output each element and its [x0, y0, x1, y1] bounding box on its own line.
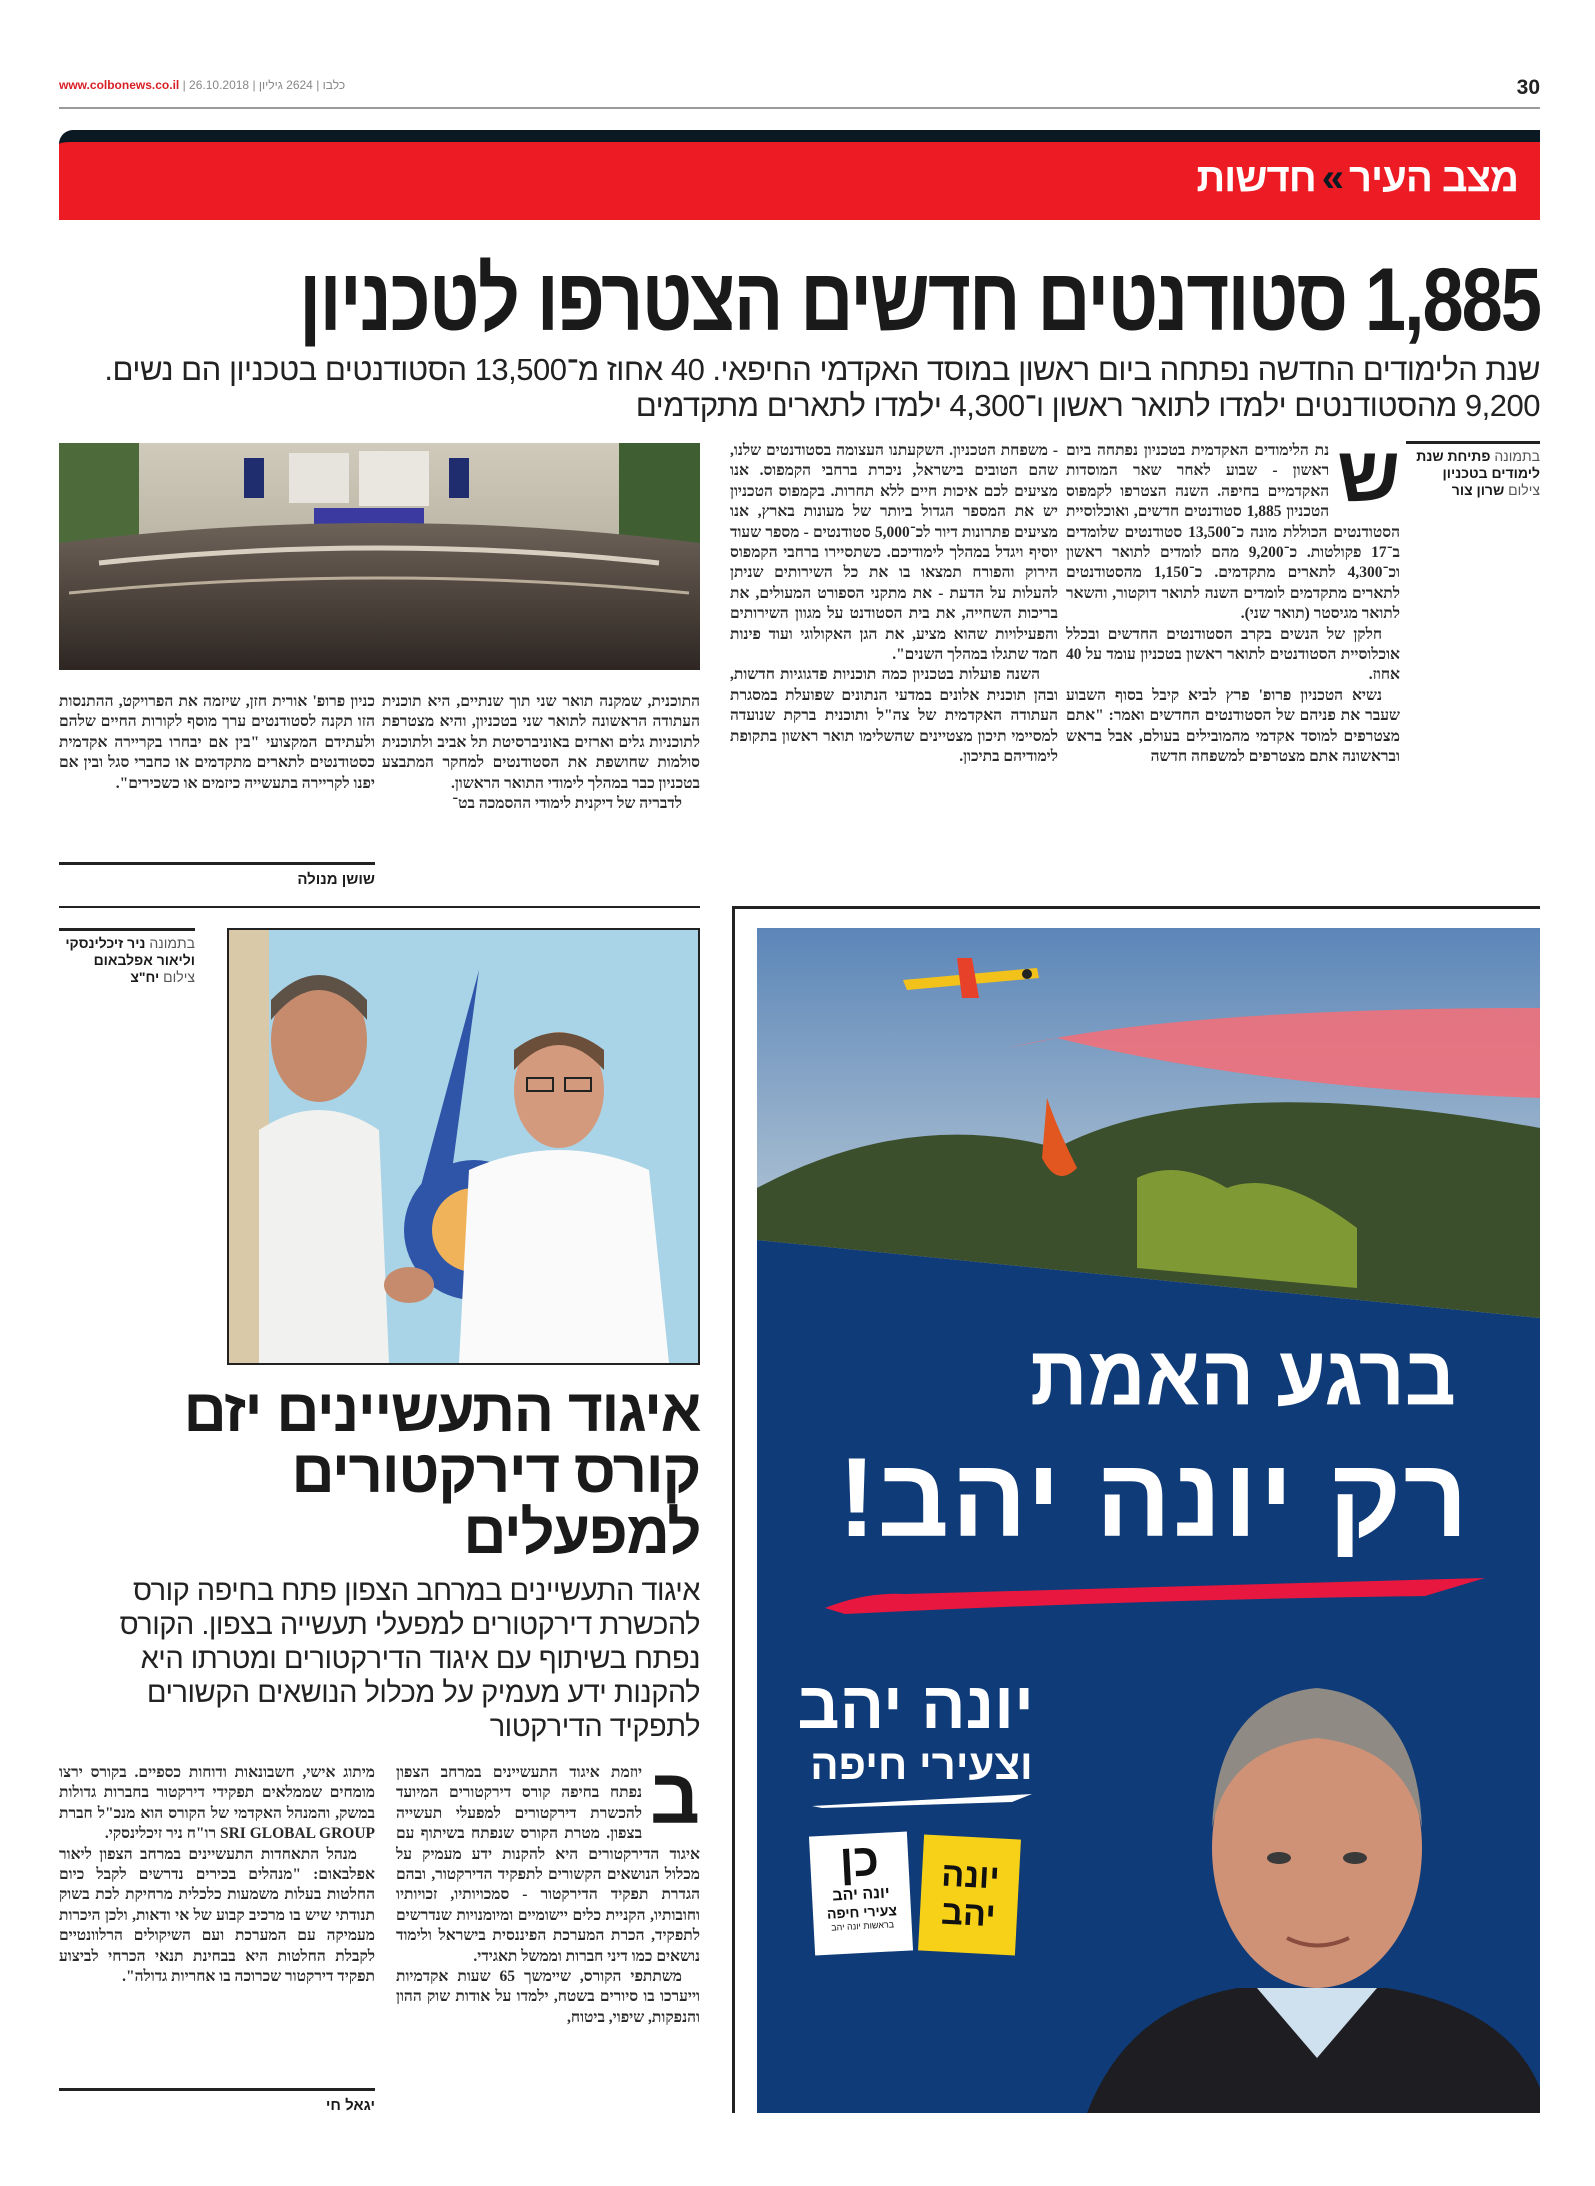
- ballot-sub: צעירי חיפה: [826, 1902, 898, 1922]
- ballot-slip-yellow: [918, 1835, 1021, 1956]
- paragraph: נת הלימודים האקדמית בטכניון נפתחה ביום ראשון - שבוע לאחר שאר המוסדות האקדמיים בחיפה. השנה הצטרפו לקמפוס הטכניון 1,885 סטודנטים חדשים, ואוכלוסיית הסטודנטים הכוללת מונה כ־13,500 סטודנטים שלומדים ב־17 פקולטות. כ־9,200 מהם לומדים לתואר ראשון וכ־4,300 לתארים מתקדמים. כ־1,150 מהסטודנטים לתארים מתקדמים לומדים השנה לתואר דוקטור, והשאר לתואר מגיסטר (תואר שני).: [1066, 442, 1400, 623]
- ad-border-top: [732, 906, 1540, 909]
- ad-slogan-line1: ברגע האמת: [1030, 1328, 1456, 1423]
- article2-byline: יגאל חי: [59, 2088, 375, 2114]
- ad-logo-subtitle: וצעירי חיפה: [810, 1741, 1033, 1788]
- election-advertisement: [757, 928, 1540, 2113]
- paragraph: יוזמת איגוד התעשיינים במרחב הצפון נפתח בחיפה קורס דירקטורים המיועד להכשרת דירקטורים למפעלי תעשייה בצפון. מטרת הקורס שנפתח בשיתוף עם איגוד הדירקטורים היא להקנות ידע מעמיק על מכלול הנושאים הקשורים לתפקיד הדירקטור, ובהם הגדרת תפקיד הדירקטור - סמכויותיו, זכויותיו וחובותיו, הקניית כלים יישומיים ומיומנויות שנדרשים לתפקיד, הכרת המערכת הפיננסית בישראל ולימוד נושאים כמו דיני חברות וממשל תאגידי.: [396, 1764, 700, 1965]
- fire-plane-photo: [757, 928, 1540, 1328]
- issue-number: 2624: [286, 78, 313, 92]
- drop-cap: ש: [1337, 441, 1400, 518]
- header-divider: [59, 107, 1540, 109]
- caption-credit-label: צילום: [163, 969, 195, 985]
- red-brush-stroke: [825, 1574, 1485, 1614]
- publication-name: כלבו: [322, 78, 346, 92]
- paragraph: מנהל התאחדות התעשיינים במרחב הצפון ליאור אפלבאום: "מנהלים בכירים נדרשים לקבל כיום החלטות בעלות משמעות כלכלית מרחיקת לכת בשוק תנודתי שיש בו מרכיב קבוע של אי ודאות, ולכן היכרות מעמיקה עם המערכת ועם השיקולים הרלוונטיים לקבלת החלטות היא בבחינת תנאי הכרחי לביצוע תפקיד דירקטור שכרוכה בו אחריות גדולה".: [59, 1845, 375, 1986]
- caption-text: ניר זיכלינסקי וליאור אפלבאום: [65, 935, 195, 968]
- caption-text: פתיחת שנת לימודים בטכניון: [1416, 448, 1540, 481]
- article1-subheadline: שנת הלימודים החדשה נפתחה ביום ראשון במוסד האקדמי החיפאי. 40 אחוז מ־13,500 הסטודנטים בטכניון הם נשים. 9,200 מהסטודנטים ילמדו לתואר ראשון ו־4,300 ילמדו לתארים מתקדמים: [104, 352, 1540, 423]
- article2-headline: איגוד התעשיינים יזם קורס דירקטורים למפעלים: [183, 1377, 700, 1566]
- caption-credit: יח"צ: [130, 969, 160, 985]
- article2-photo-handshake: [227, 928, 700, 1365]
- section-divider: [59, 906, 700, 908]
- article1-byline: שושן מנולה: [59, 862, 375, 888]
- article2-column-1: [396, 1763, 700, 2108]
- paragraph: מיתוג אישי, חשבונאות ודוחות כספיים. בקורס ירצו מומחים שממלאים תפקידי דירקטור בחברות גדולות במשק, והמנהל האקדמי של הקורס הוא מנכ"ל חברת SRI GLOBAL GROUP רו"ח ניר זיכלינסקי.: [59, 1764, 375, 1843]
- paragraph: כניון פרופ' אורית חזן, שיזמה את הפרויקט, ההתנסות הזו תקנה לסטודנטים ערך מוסף לקורות החיים שלהם ולעתידם המקצועי "בין אם יבחרו בקריירה אקדמית כסטודנטים לתארים מתקדמים או כחברי סגל ובין אם יפנו לקריירה בתעשייה כיזמים או כשכירים".: [59, 693, 375, 792]
- article1-photo-caption: [1406, 441, 1540, 499]
- chevron-icon: »: [1321, 156, 1343, 200]
- yellow-ballot-name: יונה יהב: [940, 1855, 1001, 1935]
- article1-column-2: [730, 441, 1058, 897]
- article1-headline: 1,885 סטודנטים חדשים הצטרפו לטכניון: [298, 249, 1540, 350]
- paragraph: - משפחת הטכניון. השקעתנו העצומה בסטודנטים שלנו, שהם הטובים בישראל, ניכרת ברחבי הקמפוס. אנו מציעים לכם איכות חיים ללא תחרות. בקמפוס הטכניון יש את המספר הגדול ביותר של מעונות בארץ, אנו מציעים פתרונות דיור לכ־5,000 סטודנטים - מספר שעוד יוסיף ויגדל במהלך לימודיכם. כשתסיירו ברחבי הקמפוס הירוק והפורח תמצאו בו את כל השירותים שניתן להעלות על הדעת - את מתקני הספורט המעולים, את בריכות השחייה, את בית הסטודנט על מגוון השירותים והפעילויות שהוא מציע, את הגן האקולוגי ועוד פינות חמד שתגלו במהלך השנים".: [730, 442, 1058, 664]
- ad-logo-name: יונה יהב: [797, 1668, 1034, 1742]
- candidate-portrait: [1087, 1618, 1540, 2113]
- article2-subheadline: איגוד התעשיינים במרחב הצפון פתח בחיפה קורס להכשרת דירקטורים למפעלי תעשייה בצפון. הקורס נפתח בשיתוף עם איגוד הדירקטורים ומטרתו היא להקנות ידע מעמיק על מכלול הנושאים הקשורים לתפקיד הדירקטור: [119, 1575, 700, 1743]
- site-url[interactable]: www.colbonews.co.il: [59, 78, 180, 92]
- page-header-info: www.colbonews.co.il | כלבו | 2624 גיליון | 26.10.2018: [59, 78, 346, 92]
- paragraph: השנה פועלות בטכניון כמה תוכניות פדגוגיות חדשות, ובהן תוכנית אלונים במדעי הנתונים שפועלת במסגרת העתודה האקדמית של צה"ל ותוכנית ברקת שנועדה למסיימי תיכון מצטיינים שהשלימו תואר ראשון בתקופת לימודיהם בתיכון.: [730, 666, 1058, 766]
- issue-date: 26.10.2018: [189, 78, 250, 92]
- ballot-letters: כן: [838, 1833, 881, 1888]
- article2-column-2: [59, 1763, 375, 2083]
- section-title: [1196, 156, 1518, 201]
- issue-label: גיליון: [258, 78, 283, 92]
- paragraph: משתתפי הקורס, שיימשך 65 שעות אקדמיות וייערכו בו סיורים בשטח, ילמדו על אודות שוק ההון והנפקות, שיפוי, ביטוח,: [396, 1968, 700, 2026]
- section-bar: [59, 130, 1540, 220]
- paragraph: התוכנית, שמקנה תואר שני תוך שנתיים, היא תוכנית העתודה הראשונה לתואר שני בטכניון, והיא מצטרפת לתוכניות גלים וארזים באוניברסיטת תל אביב ולתוכנית סולמות שחושפת את הסטודנטים למחקר המתבצע בטכניון כבר במהלך לימודי התואר הראשון.: [382, 693, 700, 792]
- ad-slogan-line2: רק יונה יהב!: [838, 1435, 1470, 1560]
- caption-credit: שרון צור: [1451, 482, 1505, 498]
- section-name: מצב העיר: [1349, 156, 1518, 200]
- article1-column-3: [382, 692, 700, 882]
- article1-column-4: [59, 692, 375, 852]
- page-number: 30: [1516, 76, 1540, 99]
- article2-photo-caption: [59, 928, 195, 986]
- ad-border-left: [732, 906, 735, 2113]
- caption-prefix: בתמונה: [149, 935, 195, 951]
- ballot-name: יונה יהב: [831, 1884, 891, 1905]
- white-brush-stroke: [812, 1794, 1032, 1808]
- paragraph: נשיא הטכניון פרופ' פרץ לביא קיבל בסוף השבוע שעבר את פניהם של הסטודנטים החדשים ואמר: "אתם מצטרפים למוסד אקדמי מהמובילים בעולם, אבל בראש ובראשונה אתם מצטרפים למשפחה חדשה: [1066, 686, 1400, 766]
- caption-credit-label: צילום: [1508, 482, 1540, 498]
- caption-prefix: בתמונה: [1494, 448, 1540, 464]
- paragraph: חלקן של הנשים בקרב הסטודנטים החדשים ובכלל אוכלוסיית הסטודנטים לתואר ראשון בטכניון עומד על 40 אחוז.: [1066, 625, 1400, 684]
- drop-cap: ב: [650, 1763, 700, 1840]
- ballot-small: בראשות יונה יהב: [831, 1919, 895, 1933]
- ballot-slip-white: [809, 1832, 913, 1956]
- article1-column-1: [1066, 441, 1400, 897]
- section-category: חדשות: [1196, 156, 1316, 200]
- paragraph: לדבריה של דיקנית לימודי ההסמכה בט־: [452, 795, 682, 813]
- article1-photo-auditorium: [59, 443, 700, 670]
